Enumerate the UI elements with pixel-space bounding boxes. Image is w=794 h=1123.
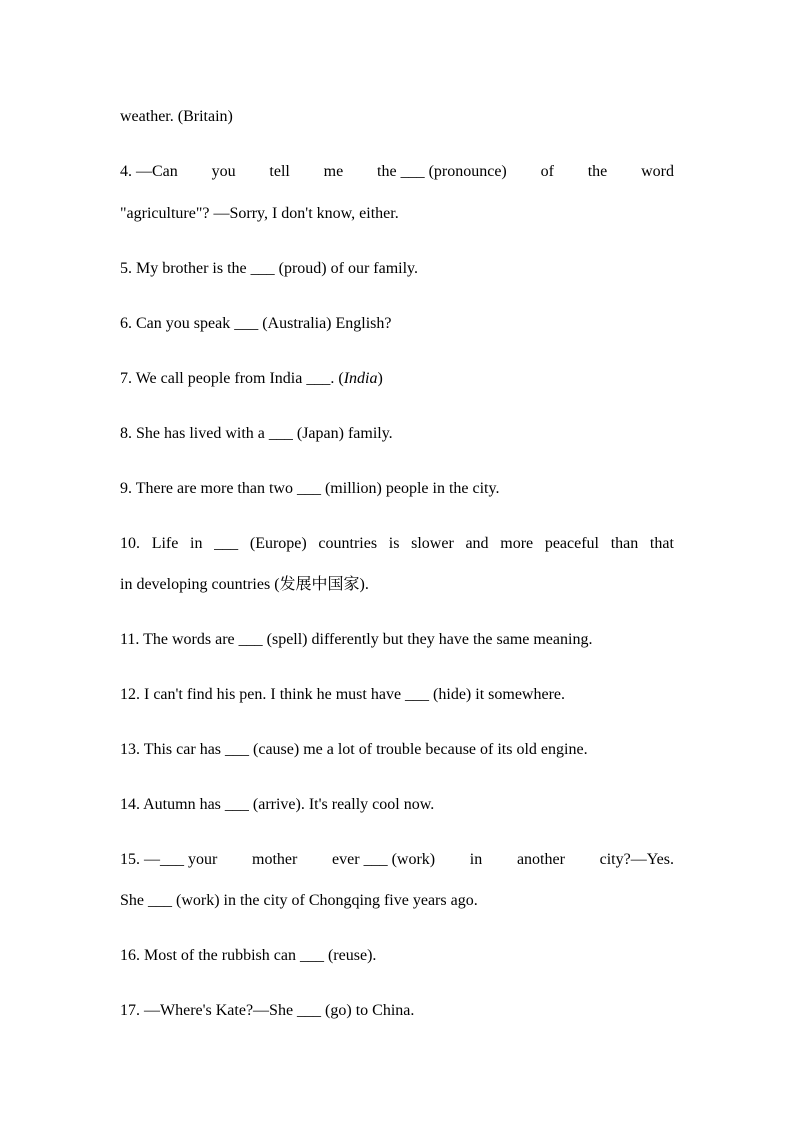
word: you <box>211 163 236 180</box>
word: that <box>649 535 674 552</box>
question-5: 5. My brother is the ___ (proud) of our family. <box>120 260 419 277</box>
question-7-text: 7. We call people from India ___. ( <box>120 370 344 387</box>
word: than <box>610 535 639 552</box>
word: another <box>516 851 565 868</box>
word: Life <box>151 535 179 552</box>
question-13: 13. This car has ___ (cause) me a lot of trouble because of its old engine. <box>120 741 588 758</box>
word: of <box>540 163 554 180</box>
word: and <box>465 535 489 552</box>
word: 10. <box>120 535 140 552</box>
question-11: 11. The words are ___ (spell) differently but they have the same meaning. <box>120 631 593 648</box>
word: ___ <box>214 535 239 552</box>
question-14: 14. Autumn has ___ (arrive). It's really cool now. <box>120 796 435 813</box>
word: more <box>500 535 534 552</box>
question-6: 6. Can you speak ___ (Australia) English? <box>120 315 392 332</box>
question-7-hint: India <box>343 370 378 387</box>
question-7 <box>120 369 674 389</box>
word: 4. —Can <box>120 163 178 180</box>
word: peaceful <box>544 535 599 552</box>
word: 15. —___ your <box>120 851 218 868</box>
word: in <box>469 851 483 868</box>
word: (Europe) <box>249 535 307 552</box>
word: city?—Yes. <box>599 851 674 868</box>
question-9: 9. There are more than two ___ (million) people in the city. <box>120 480 500 497</box>
word: slower <box>411 535 454 552</box>
question-17: 17. —Where's Kate?—She ___ (go) to China. <box>120 1002 415 1019</box>
question-4-line-1 <box>120 162 674 182</box>
question-10-line-2: in developing countries (发展中国家). <box>120 576 369 593</box>
word: is <box>388 535 400 552</box>
question-12: 12. I can't find his pen. I think he must have ___ (hide) it somewhere. <box>120 686 565 703</box>
word: tell <box>269 163 290 180</box>
word: the ___ (pronounce) <box>377 163 507 180</box>
question-4-line-2: "agriculture"? —Sorry, I don't know, either. <box>120 205 399 222</box>
word: ever ___ (work) <box>332 851 436 868</box>
word: mother <box>252 851 298 868</box>
question-7-close: ) <box>377 370 383 387</box>
line-weather-britain: weather. (Britain) <box>120 108 233 125</box>
question-15-line-2: She ___ (work) in the city of Chongqing five years ago. <box>120 892 478 909</box>
word: the <box>587 163 608 180</box>
question-10-line-1 <box>120 534 674 554</box>
word: in <box>190 535 203 552</box>
question-15-line-1 <box>120 850 674 870</box>
word: countries <box>318 535 378 552</box>
word: word <box>641 163 674 180</box>
question-16: 16. Most of the rubbish can ___ (reuse). <box>120 947 377 964</box>
question-8: 8. She has lived with a ___ (Japan) family. <box>120 425 393 442</box>
word: me <box>323 163 344 180</box>
